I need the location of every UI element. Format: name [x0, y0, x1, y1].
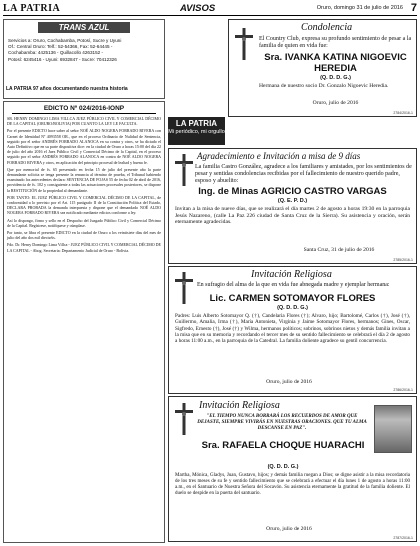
service-line: Of.: Central Oruro: Telf.: 52-54366, Fax: 52-64445 - — [8, 44, 113, 50]
issue-date: Oruro, domingo 31 de julio de 2016 — [316, 5, 403, 11]
notice-body: Padres: Luis Alberto Sotomayor Q. (†), Candelaria Flores (†); Alvaro, hijo; Bartolomé, Carlos (†), José (†), Guillermo, Amalia, Irma (†), María Antonieta, Virginia y Jaime Sotomayor Flores, hermanos; Gines, Oscar, Sigfredo, Ernesto (†), José (†) y Wilma, hermanos políticos; sobrinos, sobrinos nietos y demás familia invitan a la misa que en su memoria y recordando el tercer mes de su sentido fallecimiento se celebrará el día 2 de agosto a horas 11:00 a.m., en la parroquia de la Catedral. La familia doliente agradece su gentil concurrencia. — [175, 313, 410, 345]
edict-paragraph: Por tanto, se libra el presente EDICTO en la ciudad de Oruro a los veintisiete días del mes de julio del año dos mil dieciséis. — [7, 230, 161, 241]
crucifix-icon — [173, 152, 195, 188]
anniversary-note: LA PATRIA 97 años documentando nuestra historia — [6, 86, 128, 92]
notice-body: Hermana de nuestro socio Dr. Gonzalo Nigoevic Heredia. — [259, 83, 389, 89]
qdg-label: (Q. E. P. D.) — [277, 198, 308, 204]
edict-paragraph: Fdo. Dr. Henry Domingo Lima Villca - JUEZ PÚBLICO CIVIL Y COMERCIAL DÉCIMO DE LA CAPITAL - Abog. Secretaria: Departamento Judicial de Oruro - Bolivia. — [7, 242, 161, 253]
badge-tagline: Mi periódico, mi orgullo — [168, 129, 225, 135]
service-line: Cochabamba: 4425136 - Quillacollo 4263152 - — [8, 50, 104, 56]
edict-paragraph: SR. HENRY DOMINGO LIMA VILLCA JUEZ PÚBLICO CIVIL Y COMERCIAL DÉCIMO DE LA CAPITAL (ORURO/BOLIVIA) POR CUANTO LA LEY LE FACULTA. — [7, 116, 161, 127]
notice-body: Invitan a la misa de nueve días, que se realizará el día martes 2 de agosto a horas 19:30 en la parroquia Jesús Nazareno, (calle La Paz 226 ciudad de Santa Cruz de la Sierra). Su asistencia y oración, serán eternamente agradecidas. — [175, 206, 410, 226]
service-line: Potosí: 6245416 - Uyuni: 6932847 - Sucre: 70412326 — [8, 56, 117, 62]
qdg-label: (Q. D. D. G.) — [267, 464, 299, 470]
deceased-name: Ing. de Minas AGRICIO CASTRO VARGAS — [198, 186, 387, 197]
la-patria-badge — [168, 117, 225, 145]
notice-body: Martha, Mónica, Gladys, Juan, Gustavo, hijos; y demás familia ruegan a Dios; se digne asistir a la misa recordatoria de los tres meses de su fe y sentido fallecimiento que se celebrará a efectuar el día lunes 1 de agosto a horas 11:00 a.m., en el Santuario de Nuestra Señora del Socavón. Su asistencia eternamente la gratitud de la familia doliente. El duelo se despide en la puerta del santuario. — [175, 473, 410, 496]
notice-intro: En sufragio del alma de la que en vida fue abnegada madre y ejemplar hermana: — [197, 282, 390, 288]
notice-code: 2784/2016-1 — [393, 111, 413, 115]
notice-intro: La familia Castro González, agradece a los familiares y amistades, por los sentimientos de pesar y sentidas condolencias recibidas por el fallecimiento de nuestro querido padre, esposo y abuelito: — [195, 164, 412, 185]
page-number: 7 — [410, 2, 417, 14]
notice-signature: Oruro, julio de 2016 — [266, 526, 312, 532]
service-line: Servicios a: Oruro, Cochabamba, Potosí, Sucre y Uyuni — [8, 38, 122, 43]
crucifix-icon — [233, 26, 255, 62]
deceased-name: Lic. CARMEN SOTOMAYOR FLORES — [209, 293, 376, 304]
notice-code: 2786/2016-1 — [393, 388, 413, 392]
deceased-name: Sra. IVANKA KATINA NIGOEVIC HEREDIA — [264, 52, 407, 74]
deceased-name: Sra. RAFAELA CHOQUE HUARACHI — [201, 440, 365, 451]
qdg-label: (Q. D. D. G.) — [320, 75, 351, 81]
edict-paragraph: Que por memorial de fs. 65 presentado en fecha 15 de julio del presente año la parte demandante solicita se tenga presente la renuncia al término de prueba, el Tribunal habiendo examinado los antecedentes declara: SENTENCIA DE FOJAS 55 de fecha 02 de abril de 2016, providencia de fs. 102 y consiguiente a todas las actuaciones procesales posteriores, se dispone la RESTITUCIÓN de la propiedad al demandante. — [7, 166, 161, 193]
newspaper-name: LA PATRIA — [3, 3, 61, 14]
transport-logo: TRANS AZUL — [38, 22, 130, 33]
notice-title: Invitación Religiosa — [199, 400, 280, 411]
condolence-notice — [228, 19, 417, 117]
notice-title: Condolencia — [301, 22, 353, 33]
crucifix-icon — [173, 401, 195, 437]
notice-signature: Oruro, julio de 2016 — [312, 100, 359, 106]
edict-text — [4, 116, 164, 253]
page-header — [3, 3, 417, 16]
edict-title: EDICTO Nº 024/2016-IONP — [12, 105, 156, 114]
religious-invitation-notice — [168, 266, 417, 394]
badge-name: LA PATRIA — [175, 119, 218, 128]
notice-signature: Oruro, julio de 2016 — [266, 379, 312, 385]
edict-paragraph: POR TANTO: EL JUEZ PÚBLICO CIVIL Y COMERCIAL DÉCIMO DE LA CAPITAL, de conformidad a lo previsto por el Art. 115 parágrafo II de la Constitución Política del Estado, DECLARA PROBADA la demanda interpuesta y dispone que el demandado NOÉ ALDO NOGERA FORRADO RIVERA sea notificado mediante edictos conforme a ley. — [7, 194, 161, 216]
gratitude-notice — [168, 148, 417, 264]
left-column — [3, 19, 165, 541]
edict-notice — [3, 101, 165, 543]
right-column — [168, 19, 417, 541]
qdg-label: (Q. D. D. G.) — [277, 305, 308, 311]
notice-intro: El Country Club, expresa su profundo sentimiento de pesar a la familia de quien en vida fue: — [259, 36, 412, 50]
transport-services — [8, 38, 160, 63]
religious-invitation-notice — [168, 396, 417, 542]
edict-paragraph: Así lo dispongo, firmo y sello en el Despacho del Juzgado Público Civil y Comercial Décimo de la Capital. Regístrese, notifíquese y cúmplase. — [7, 217, 161, 228]
notice-signature: Santa Cruz, 31 de julio de 2016 — [303, 247, 375, 253]
transport-ad — [3, 19, 165, 99]
deceased-photo — [374, 405, 412, 453]
notice-code: 2787/2016-1 — [393, 536, 413, 540]
notice-code: 2785/2016-1 — [393, 258, 413, 262]
notice-title: Invitación Religiosa — [251, 269, 332, 280]
edict-paragraph: Por el presente EDICTO hace saber al señor NOÉ ALDO NOGERA FORRADO RIVERA con Carnet de Identidad Nº 4093558 OR., que en el proceso Ordinario de Nulidad de Sentencia, seguido por el señor ANDRÉS FORRADO ALANOCA en su contra y otros, se ha dictado el Auto Definitivo que en su parte dispositiva dice: en la ciudad de Oruro a horas 15:00 del día 22 de julio del año 2016 el Juez Público Civil y Comercial Décimo de la Capital, en el proceso seguido por el señor ANDRÉS FORRADO ALANOCA en contra de NOÉ ALDO NOGERA FORRADO RIVERA y otros, en aplicación del principio procesal de lealtad y buena fe. — [7, 128, 161, 165]
notice-title: Agradecimiento e Invitación a misa de 9 días — [197, 151, 361, 161]
section-title: AVISOS — [180, 3, 216, 14]
notice-intro: "EL TIEMPO NUNCA BORRARÁ LOS RECUERDOS DE AMOR QUE DEJASTE, SIEMPRE VIVIRÁS EN NUESTRAS ORACIONES. QUE TU ALMA DESCANSE EN PAZ". — [197, 414, 367, 431]
